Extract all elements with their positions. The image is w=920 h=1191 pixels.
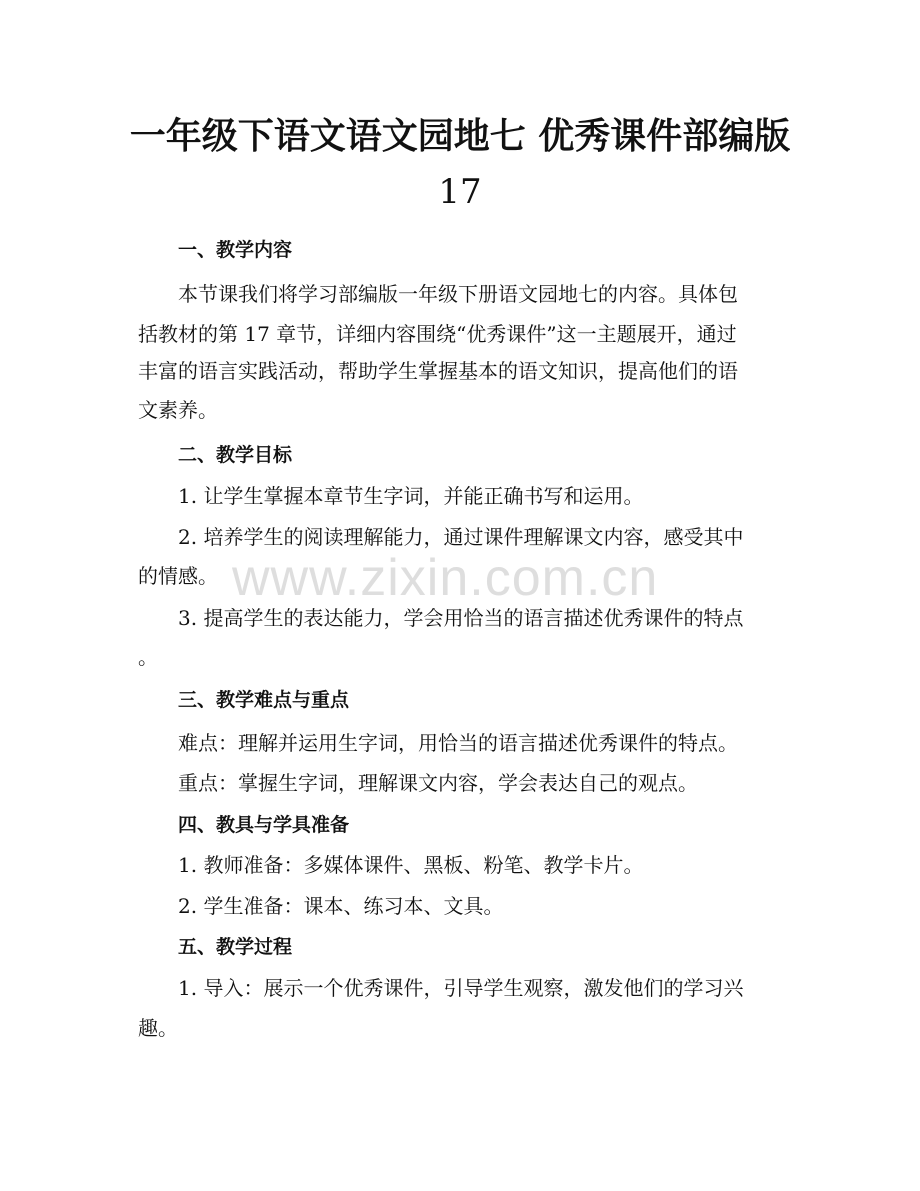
paragraph-line: 文素养。 xyxy=(138,398,218,422)
document-title: 一年级下语文语文园地七 优秀课件部编版 xyxy=(129,116,791,157)
paragraph-line: 括教材的第 17 章节，详细内容围绕“优秀课件”这一主题展开，通过 xyxy=(138,322,737,346)
list-item: 1. 教师准备：多媒体课件、黑板、粉笔、教学卡片。 xyxy=(178,853,644,877)
list-item: 2. 学生准备：课本、练习本、文具。 xyxy=(178,894,504,918)
document-title-number: 17 xyxy=(438,172,482,212)
section-heading-materials: 四、教具与学具准备 xyxy=(178,814,350,836)
section-heading-content: 一、教学内容 xyxy=(178,239,293,261)
paragraph-line: 丰富的语言实践活动，帮助学生掌握基本的语文知识，提高他们的语 xyxy=(138,359,738,383)
section-heading-objectives: 二、教学目标 xyxy=(178,444,293,466)
list-item-continuation: 。 xyxy=(138,645,158,669)
list-item: 2. 培养学生的阅读理解能力，通过课件理解课文内容，感受其中 xyxy=(178,525,744,549)
list-item-continuation: 趣。 xyxy=(138,1016,178,1040)
paragraph-line: 本节课我们将学习部编版一年级下册语文园地七的内容。具体包 xyxy=(178,282,738,306)
difficulty-line: 难点：理解并运用生字词，用恰当的语言描述优秀课件的特点。 xyxy=(178,731,738,755)
focus-line: 重点：掌握生字词，理解课文内容，学会表达自己的观点。 xyxy=(178,771,698,795)
list-item: 1. 导入：展示一个优秀课件，引导学生观察，激发他们的学习兴 xyxy=(178,976,744,1000)
section-heading-process: 五、教学过程 xyxy=(178,936,293,958)
list-item-continuation: 的情感。 xyxy=(138,564,218,588)
list-item: 3. 提高学生的表达能力，学会用恰当的语言描述优秀课件的特点 xyxy=(178,606,744,630)
watermark: www.zixin.com.cn xyxy=(232,549,659,607)
list-item: 1. 让学生掌握本章节生字词，并能正确书写和运用。 xyxy=(178,484,644,508)
section-heading-key-points: 三、教学难点与重点 xyxy=(178,689,350,711)
